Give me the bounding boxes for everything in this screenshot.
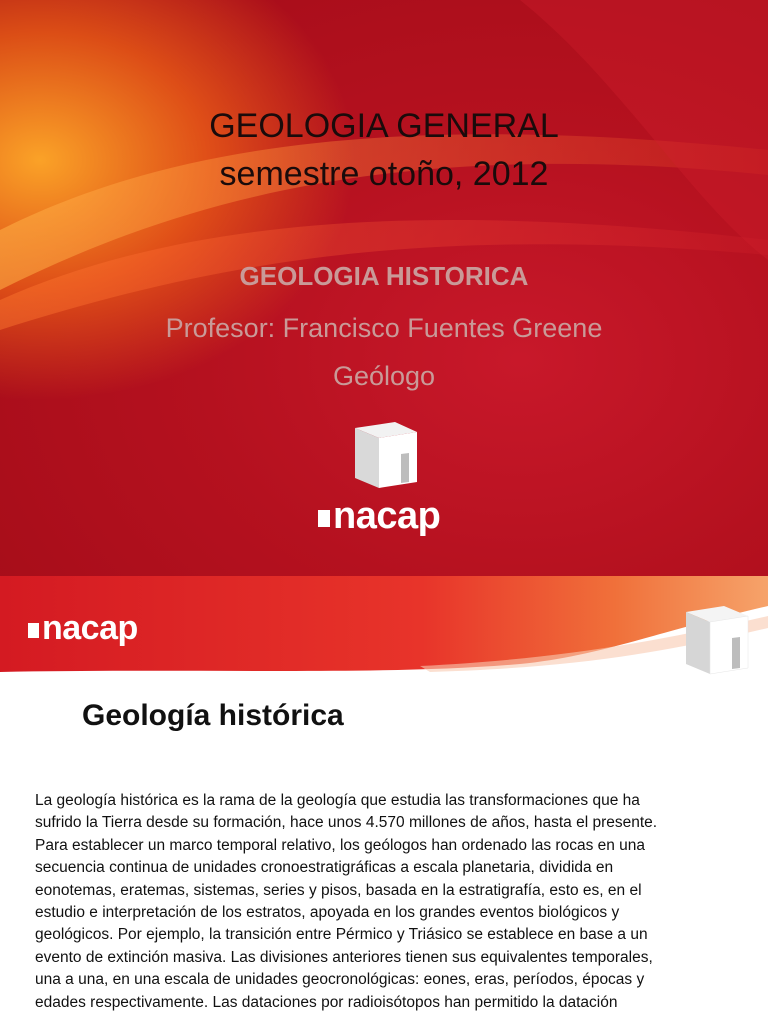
cube-logo-icon xyxy=(680,604,750,676)
professor-role: Geólogo xyxy=(332,361,436,391)
body-paragraph: La geología histórica es la rama de la geología que estudia las transformaciones que ha sufrido la Tierra desde su formación, hace unos 4.570 millones de años, hasta el presente. Para establecer un marco temporal relativo, los geólogos han ordenado las rocas en una secuencia continua de unidades cronoestratigráficas a escala planetaria, dividida en eonotemas, eratemas, sistemas, series y pisos, basada en la estratigrafía, esto es, en el estudio e interpretación de los estratos, apoyada en los grandes eventos biológicos y geológicos. Por ejemplo, la transición entre Pérmico y Triásico se establece en base a un evento de extinción masiva. Las divisiones anteriores tienen sus equivalentes temporales, una a una, en una escala de unidades geocronológicas: eones, eras, períodos, épocas y edades respectivamente. Las dataciones por radioisótopos han permitido la datación xyxy=(35,792,658,1011)
inacap-logo xyxy=(318,494,440,538)
logo-mark-icon xyxy=(318,510,330,527)
semester-line: semestre otoño, 2012 xyxy=(219,155,549,193)
brand-text: nacap xyxy=(42,609,138,647)
professor-name: Profesor: Francisco Fuentes Greene xyxy=(165,313,603,343)
cube-logo-icon xyxy=(345,420,419,490)
brand-text: nacap xyxy=(333,495,441,537)
slide-subtitle: GEOLOGIA HISTORICA xyxy=(239,261,529,291)
slide-heading: Geología histórica xyxy=(82,699,344,732)
inacap-logo xyxy=(28,608,138,648)
course-title: GEOLOGIA GENERAL xyxy=(209,107,559,145)
logo-mark-icon xyxy=(28,623,39,638)
content-slide xyxy=(0,576,768,1024)
